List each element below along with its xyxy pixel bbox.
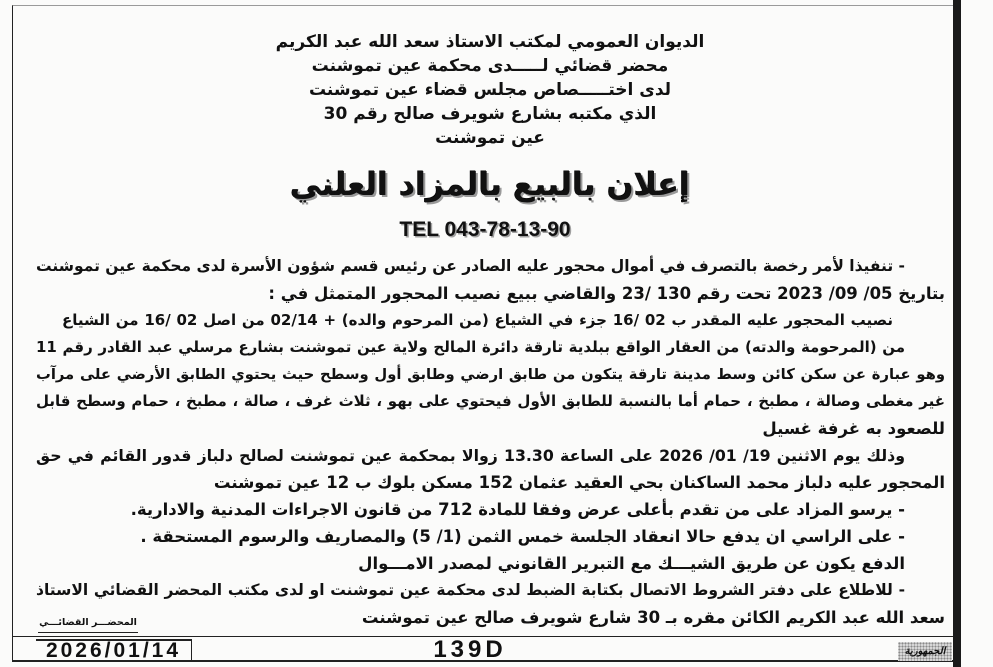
body-line: وهو عبارة عن سكن كائن وسط مدينة تارقة يتكون من طابق ارضي وطابق أول وسطح حيث يحتوي الطابق الأرضي على مرآب — [36, 366, 945, 383]
newspaper-logo: الجمهورية — [898, 642, 952, 661]
header-office-line: الديوان العمومي لمكتب الاستاذ سعد الله عبد الكريم — [275, 32, 705, 52]
phone-number: TEL 043-78-13-90 — [399, 218, 571, 241]
header-city-line: عين تموشنت — [435, 128, 545, 148]
body-line: من (المرحومة والدته) من العقار الواقع ببلدية تارقة دائرة المالح ولاية عين تموشنت بشارع مرسلي عبد القادر رقم 11 — [36, 338, 905, 356]
bailiff-signature-label: المحضـــر القضائـــي — [38, 614, 138, 633]
body-line: - تنفيذا لأمر رخصة بالتصرف في أموال محجور عليه الصادر عن رئيس قسم شؤون الأسرة لدى محكمة عين تموشنت — [36, 257, 905, 275]
publication-date: 2026/01/14 — [36, 639, 192, 661]
body-line: غير مغطى وصالة ، مطبخ ، حمام أما بالنسبة للطابق الأول فيحتوي على بهو ، ثلاث غرف ، صالة ، مطبخ ، حمام وسطح قابل — [36, 392, 945, 410]
body-line: سعد الله عبد الكريم الكائن مقره بـ 30 شارع شويرف صالح عين تموشنت — [361, 608, 945, 627]
header-jurisdiction-line: لدى اختـــــصاص مجلس قضاء عين تموشنت — [308, 80, 672, 100]
body-line: وذلك يوم الاثنين 19/ 01/ 2026 على الساعة 13.30 زوالا بمحكمة عين تموشنت لصالح دلباز قدور القائم في حق — [36, 446, 905, 465]
body-bullet-line: - للاطلاع على دفتر الشروط الاتصال بكتابة الضبط لدى محكمة عين تموشنت او لدى مكتب المحضر القضائي الاستاذ — [36, 581, 905, 599]
body-bullet-line: - على الراسي ان يدفع حالا انعقاد الجلسة خمس الثمن (1/ 5) والمصاريف والرسوم المستحقة . — [140, 527, 905, 546]
body-line: الدفع يكون عن طريق الشيـــك مع التبرير القانوني لمصدر الامـــوال — [358, 554, 905, 573]
notice-title: إعلان بالبيع بالمزاد العلني — [290, 167, 690, 203]
ad-reference-code: 139D — [433, 636, 507, 663]
body-line: للصعود به غرفة غسيل — [762, 419, 945, 438]
header-address-line: الذي مكتبه بشارع شويرف صالح رقم 30 — [323, 104, 657, 124]
body-bullet-line: - يرسو المزاد على من تقدم بأعلى عرض وفقا للمادة 712 من قانون الاجراءات المدنية والادارية. — [130, 500, 905, 519]
column-edge-bar — [953, 0, 961, 667]
header-bailiff-line: محضر قضائي لـــــدى محكمة عين تموشنت — [311, 56, 669, 76]
body-line: بتاريخ 05/ 09/ 2023 تحت رقم 130 /23 والقاضي ببيع نصيب المحجور المتمثل في : — [268, 284, 945, 303]
body-line: نصيب المحجور عليه المقدر ب 02 /16 جزء في الشياع (من المرحوم والده) + 02/14 من اصل 02 /16 من الشياع — [62, 311, 894, 329]
body-line: المحجور عليه دلباز محمد الساكنان بحي العقيد عثمان 152 مسكن بلوك ب 12 عين تموشنت — [213, 473, 945, 492]
